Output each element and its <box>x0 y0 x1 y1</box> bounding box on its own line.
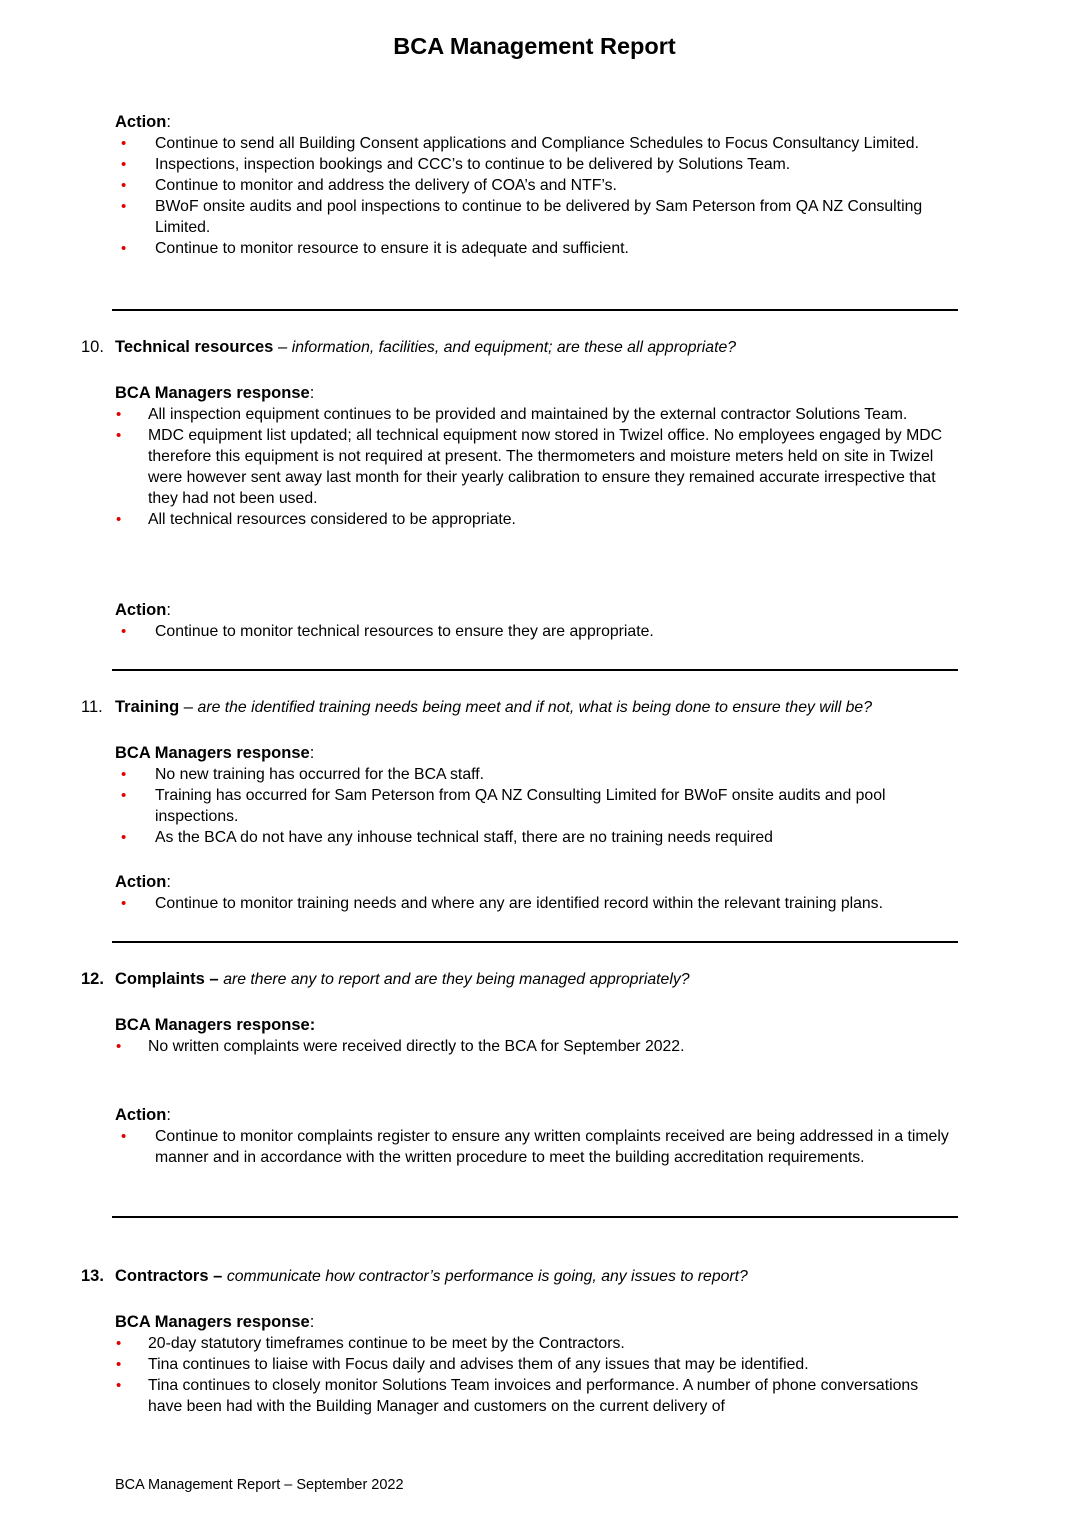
response-label: BCA Managers response: <box>115 744 315 762</box>
list-item: • No written complaints were received directly to the BCA for September 2022. <box>115 1036 955 1057</box>
section-10-action <box>115 600 955 642</box>
list-item: • MDC equipment list updated; all technical equipment now stored in Twizel office. No employees engaged by MDC therefore this equipment is not required at present. The thermometers and moisture meters held on site in Twizel were however sent away last month for their yearly calibration to ensure they remained accurate irrespective that they had not been used. <box>115 425 955 509</box>
section-divider <box>112 941 958 943</box>
list-item: • Continue to monitor complaints register to ensure any written complaints received are being addressed in a timely manner and in accordance with the written procedure to meet the building accreditation requirements. <box>115 1126 955 1168</box>
list-item: • Continue to send all Building Consent applications and Compliance Schedules to Focus Consultancy Limited. <box>115 133 955 154</box>
section-11-heading: 11. Training – are the identified training needs being meet and if not, what is being done to ensure they will be? <box>81 698 872 716</box>
list-item: • Continue to monitor technical resources to ensure they are appropriate. <box>115 621 955 642</box>
section-12-heading: 12. Complaints – are there any to report and are they being managed appropriately? <box>81 970 690 988</box>
response-list <box>115 1333 955 1417</box>
top-action-block <box>115 112 955 259</box>
page-title: BCA Management Report <box>393 33 676 59</box>
section-divider <box>112 1216 958 1218</box>
list-item: • Training has occurred for Sam Peterson from QA NZ Consulting Limited for BWoF onsite audits and pool inspections. <box>115 785 955 827</box>
action-list <box>115 1126 955 1168</box>
list-item: • All technical resources considered to be appropriate. <box>115 509 955 530</box>
list-item: • 20-day statutory timeframes continue to be meet by the Contractors. <box>115 1333 955 1354</box>
section-10-response <box>115 383 955 530</box>
section-11-action <box>115 872 955 914</box>
list-item: • All inspection equipment continues to be provided and maintained by the external contractor Solutions Team. <box>115 404 955 425</box>
response-label: BCA Managers response: <box>115 384 315 402</box>
response-list <box>115 1036 955 1057</box>
list-item: • Continue to monitor training needs and where any are identified record within the relevant training plans. <box>115 893 955 914</box>
list-item: • Tina continues to closely monitor Solutions Team invoices and performance. A number of phone conversations have been had with the Building Manager and customers on the current delivery of <box>115 1375 955 1417</box>
section-10-heading: 10. Technical resources – information, facilities, and equipment; are these all appropriate? <box>81 338 737 356</box>
response-label: BCA Managers response: <box>115 1313 315 1331</box>
response-list <box>115 764 955 848</box>
action-list <box>115 621 955 642</box>
list-item: • No new training has occurred for the BCA staff. <box>115 764 955 785</box>
action-list <box>115 133 955 259</box>
list-item: • Inspections, inspection bookings and CCC’s to continue to be delivered by Solutions Team. <box>115 154 955 175</box>
action-label: Action: <box>115 1106 171 1124</box>
action-label: Action: <box>115 601 171 619</box>
page-footer: BCA Management Report – September 2022 <box>115 1477 404 1493</box>
list-item: • As the BCA do not have any inhouse technical staff, there are no training needs required <box>115 827 955 848</box>
action-list <box>115 893 955 914</box>
section-divider <box>112 309 958 311</box>
section-12-action <box>115 1105 955 1168</box>
list-item: • Tina continues to liaise with Focus daily and advises them of any issues that may be identified. <box>115 1354 955 1375</box>
response-label: BCA Managers response: <box>115 1016 316 1034</box>
action-label: Action: <box>115 873 171 891</box>
section-13-heading: 13. Contractors – communicate how contractor’s performance is going, any issues to report? <box>81 1267 748 1285</box>
section-12-response <box>115 1015 955 1057</box>
response-list <box>115 404 955 530</box>
list-item: • Continue to monitor and address the delivery of COA’s and NTF’s. <box>115 175 955 196</box>
section-divider <box>112 669 958 671</box>
list-item: • Continue to monitor resource to ensure it is adequate and sufficient. <box>115 238 955 259</box>
list-item: • BWoF onsite audits and pool inspections to continue to be delivered by Sam Peterson from QA NZ Consulting Limited. <box>115 196 955 238</box>
section-11-response <box>115 743 955 848</box>
action-label: Action: <box>115 113 171 131</box>
section-13-response <box>115 1312 955 1417</box>
